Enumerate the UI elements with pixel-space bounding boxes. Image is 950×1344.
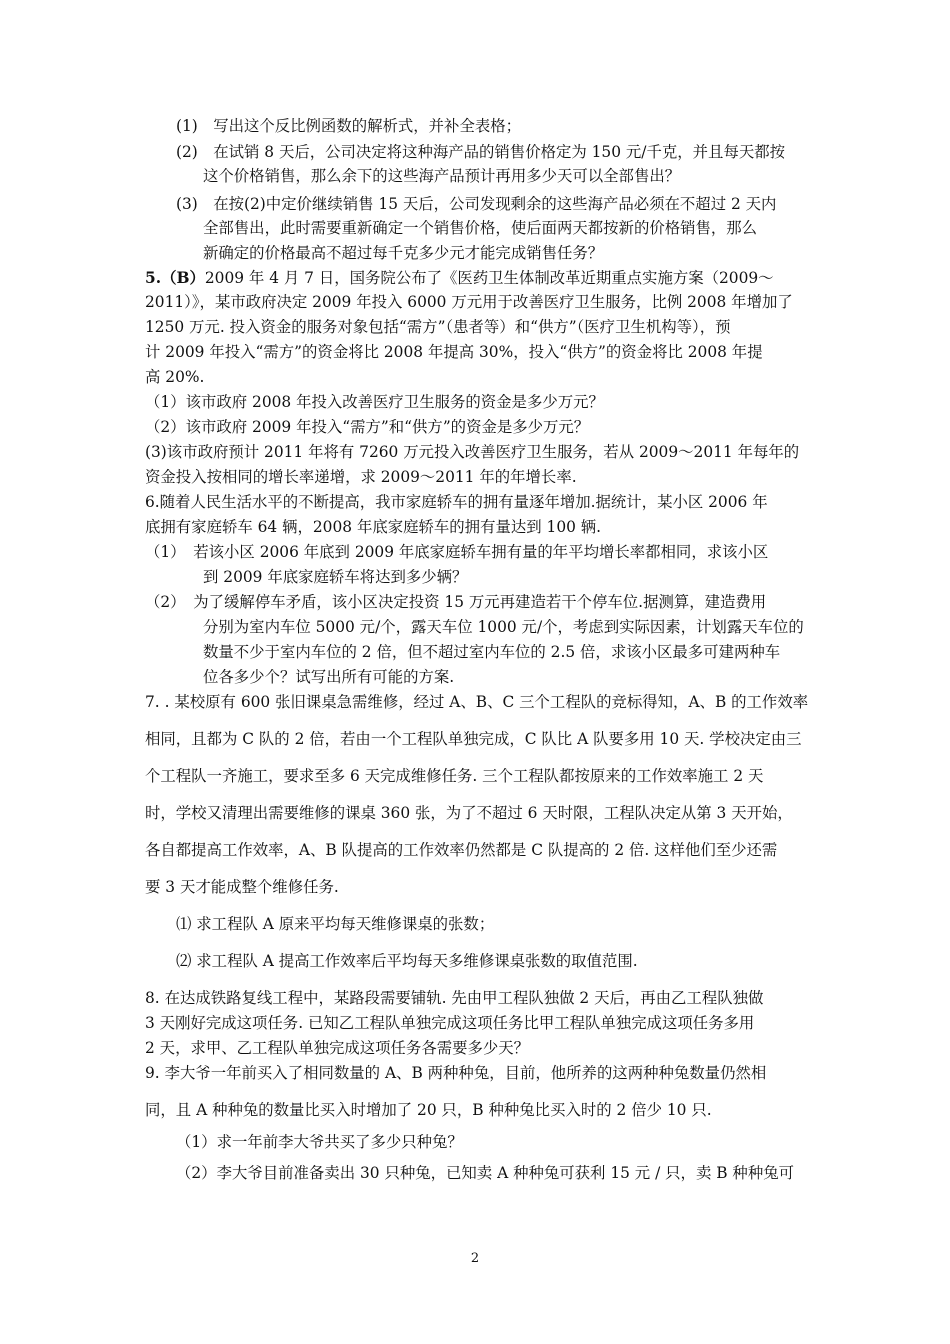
line-text: (2) 在试销 8 天后，公司决定将这种海产品的销售价格定为 150 元/千克，并且每天都按 <box>176 143 786 161</box>
line-text: ⑵ 求工程队 A 提高工作效率后平均每天多维修课桌张数的取值范围. <box>176 952 638 970</box>
line-text: 9. 李大爷一年前买入了相同数量的 A、B 两种种兔，目前，他所养的这两种种兔数量仍然相 <box>145 1064 767 1082</box>
text-line <box>145 729 802 749</box>
line-text: 6.随着人民生活水平的不断提高，我市家庭轿车的拥有量逐年增加.据统计，某小区 2006 年 <box>145 493 768 511</box>
text-line <box>145 692 808 712</box>
text-line <box>145 1038 529 1058</box>
text-line <box>145 392 604 412</box>
line-text: 数量不少于室内车位的 2 倍，但不超过室内车位的 2.5 倍，求该小区最多可建两种车 <box>203 643 781 661</box>
line-text: 资金投入按相同的增长率递增，求 2009～2011 年的年增长率. <box>145 468 577 486</box>
line-text: 新确定的价格最高不超过每千克多少元才能完成销售任务？ <box>203 244 604 262</box>
line-text: 2011）》，某市政府决定 2009 年投入 6000 万元用于改善医疗卫生服务，比例 2008 年增加了 <box>145 293 793 311</box>
line-text: （1）求一年前李大爷共买了多少只种兔？ <box>176 1133 463 1151</box>
line-text: (3) 在按(2)中定价继续销售 15 天后，公司发现剩余的这些海产品必须在不超过 2 天内 <box>176 195 777 213</box>
line-text: 各自都提高工作效率，A、B 队提高的工作效率仍然都是 C 队提高的 2 倍. 这样他们至少还需 <box>145 841 778 859</box>
text-line <box>176 951 638 971</box>
text-line <box>176 914 494 934</box>
text-line <box>203 243 603 263</box>
text-line <box>203 642 780 662</box>
text-line <box>145 766 763 786</box>
line-text: 2009 年 4 月 7 日，国务院公布了《医药卫生体制改革近期重点实施方案（2009～ <box>204 269 774 287</box>
question-number: 5.（B） <box>145 269 205 287</box>
line-text: 计 2009 年投入“需方”的资金将比 2008 年提高 30%，投入“供方”的资金将比 2008 年提 <box>145 343 763 361</box>
text-line <box>145 442 799 462</box>
text-line <box>145 268 774 288</box>
line-text: 同，且 A 种种兔的数量比买入时增加了 20 只，B 种种兔比买入时的 2 倍少 10 只. <box>145 1101 712 1119</box>
text-line <box>176 116 521 136</box>
text-line <box>203 166 680 186</box>
text-line <box>203 667 454 687</box>
line-text: 3 天刚好完成这项任务. 已知乙工程队单独完成这项任务比甲工程队单独完成这项任务多用 <box>145 1014 755 1032</box>
text-line <box>145 592 766 612</box>
page-number: 2 <box>470 1251 480 1266</box>
text-line <box>145 1013 754 1033</box>
line-text: 要 3 天才能成整个维修任务. <box>145 878 339 896</box>
line-text: （1）该市政府 2008 年投入改善医疗卫生服务的资金是多少万元？ <box>145 393 604 411</box>
line-text: （2）李大爷目前准备卖出 30 只种兔，已知卖 A 种种兔可获利 15 元 / 只，卖 B 种种兔可 <box>176 1164 794 1182</box>
text-line <box>203 567 467 587</box>
text-line <box>145 840 777 860</box>
text-line <box>145 517 601 537</box>
line-text: (3)该市政府预计 2011 年将有 7260 万元投入改善医疗卫生服务，若从 2009～2011 年每年的 <box>145 443 800 461</box>
line-text: 相同，且都为 C 队的 2 倍，若由一个工程队单独完成，C 队比 A 队要多用 10 天. 学校决定由三 <box>145 730 802 748</box>
text-line <box>145 492 768 512</box>
line-text: 7. . 某校原有 600 张旧课桌急需维修，经过 A、B、C 三个工程队的竞标得知，A、B 的工作效率 <box>145 693 809 711</box>
text-line <box>145 1100 712 1120</box>
text-line <box>145 542 768 562</box>
text-line <box>176 1132 463 1152</box>
line-text: 高 20%. <box>145 368 205 386</box>
text-line <box>145 877 339 897</box>
line-text: 位各多少个？试写出所有可能的方案. <box>203 668 455 686</box>
text-line <box>145 317 731 337</box>
text-line <box>145 367 204 387</box>
line-text: 2 天，求甲、乙工程队单独完成这项任务各需要多少天？ <box>145 1039 530 1057</box>
text-line <box>145 1063 766 1083</box>
text-line <box>176 142 785 162</box>
text-line <box>176 194 776 214</box>
text-line <box>203 218 757 238</box>
line-text: (1) 写出这个反比例函数的解析式，并补全表格； <box>176 117 522 135</box>
text-line <box>145 292 793 312</box>
text-line <box>145 417 589 437</box>
line-text: 底拥有家庭轿车 64 辆，2008 年底家庭轿车的拥有量达到 100 辆. <box>145 518 602 536</box>
line-text: 全部售出，此时需要重新确定一个销售价格，使后面两天都按新的价格销售，那么 <box>203 219 758 237</box>
line-text: ⑴ 求工程队 A 原来平均每天维修课桌的张数； <box>176 915 495 933</box>
line-text: 1250 万元. 投入资金的服务对象包括“需方”（患者等）和“供方”（医疗卫生机构等），预 <box>145 318 731 336</box>
text-line <box>203 617 804 637</box>
text-line <box>145 803 793 823</box>
text-line <box>145 342 763 362</box>
line-text: 个工程队一齐施工，要求至多 6 天完成维修任务. 三个工程队都按原来的工作效率施工 2 天 <box>145 767 764 785</box>
line-text: 到 2009 年底家庭轿车将达到多少辆？ <box>203 568 468 586</box>
line-text: 这个价格销售，那么余下的这些海产品预计再用多少天可以全部售出？ <box>203 167 681 185</box>
line-text: （1） 若该小区 2006 年底到 2009 年底家庭轿车拥有量的年平均增长率都相同，求该小区 <box>145 543 769 561</box>
line-text: （2） 为了缓解停车矛盾，该小区决定投资 15 万元再建造若干个停车位.据测算，建造费用 <box>145 593 767 611</box>
line-text: 8. 在达成铁路复线工程中，某路段需要铺轨. 先由甲工程队独做 2 天后，再由乙工程队独做 <box>145 989 764 1007</box>
text-line <box>145 988 763 1008</box>
line-text: （2）该市政府 2009 年投入“需方”和“供方”的资金是多少万元？ <box>145 418 590 436</box>
line-text: 时，学校又清理出需要维修的课桌 360 张，为了不超过 6 天时限，工程队决定从第 3 天开始， <box>145 804 793 822</box>
text-line <box>145 467 577 487</box>
line-text: 分别为室内车位 5000 元/个，露天车位 1000 元/个，考虑到实际因素，计划露天车位的 <box>203 618 804 636</box>
text-line <box>176 1163 794 1183</box>
